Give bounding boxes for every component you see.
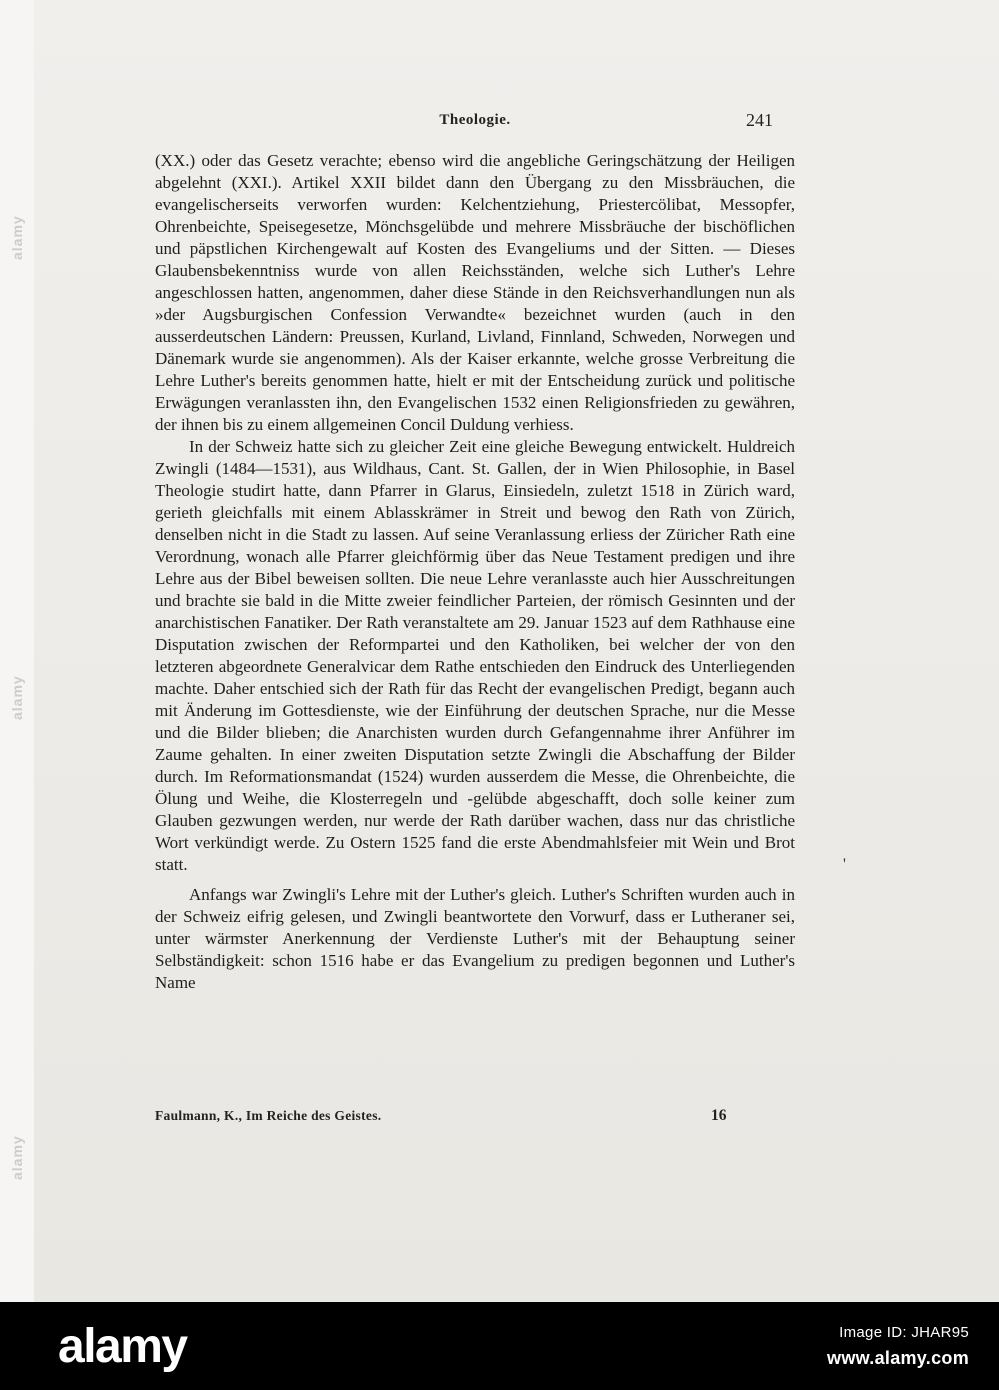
paragraph-2: In der Schweiz hatte sich zu gleicher Zeit eine gleiche Bewegung entwickelt. Huldreich Zwingli (1484—1531), aus Wildhaus, Cant. St. Gallen, der in Wien Philosophie, in Basel Theologie studirt hatte, dann Pfarrer in Glarus, Einsiedeln, zuletzt 1518 in Zürich ward, gerieth gleichfalls mit einem Ablasskrämer in Streit und bewog den Rath von Zürich, denselben nicht in die Stadt zu lassen. Auf seine Veranlassung erliess der Züricher Rath eine Verordnung, wonach alle Pfarrer gleichförmig über das Neue Testament predigen und ihre Lehre aus der Bibel beweisen sollten. Die neue Lehre veranlasste auch hier Ausschreitungen und brachte sie bald in die Mitte zweier feindlicher Parteien, der römisch Gesinnten und der anarchistischen Fanatiker. Der Rath veranstaltete am 29. Januar 1523 auf dem Rathhause eine Disputation zwischen der Reformpartei und den Katholiken, bei welcher der von den letzteren abgeordnete Generalvicar dem Rathe entschieden den Eindruck des Unterliegenden machte. Daher entschied sich der Rath für das Recht der evangelischen Predigt, begann auch mit Änderung im Gottesdienste, wie der Einführung der deutschen Sprache, nur die Messe und die Bilder blieben; die Anarchisten wurden durch Gefangennahme ihrer Anführer im Zaume gehalten. In einer zweiten Disputation setzte Zwingli die Abschaffung der Bilder durch. Im Reformationsmandat (1524) wurden ausserdem die Messe, die Ohrenbeichte, die Ölung und Weihe, die Klosterregeln und -gelübde abgeschafft, doch solle keiner zum Glauben gezwungen werden, nur werde der Rath darüber wachen, dass nur das christliche Wort verkündigt werde. Zu Ostern 1525 fand die erste Abendmahlsfeier mit Wein und Brot statt. xyxy=(155,437,795,874)
stray-print-mark: ' xyxy=(843,856,846,873)
footer-citation: Faulmann, K., Im Reiche des Geistes. xyxy=(155,1108,382,1123)
page-footer xyxy=(155,1108,795,1130)
alamy-bar-info xyxy=(827,1324,969,1369)
page-number: 241 xyxy=(746,110,773,130)
alamy-bar xyxy=(0,1302,999,1390)
page-header xyxy=(155,112,795,136)
alamy-watermark: alamy xyxy=(9,1135,25,1180)
body-text xyxy=(155,150,795,994)
watermark-strip xyxy=(0,0,34,1302)
alamy-watermark: alamy xyxy=(9,215,25,260)
image-id-label: Image ID: JHAR95 xyxy=(839,1323,969,1341)
footer-sheet-signature: 16 xyxy=(711,1107,727,1124)
paragraph-3: Anfangs war Zwingli's Lehre mit der Luther's gleich. Luther's Schriften wurden auch in der Schweiz eifrig gelesen, und Zwingli beantwortete den Vorwurf, dass er Lutheraner sei, unter wärmster Anerkennung der Verdienste Luther's mit der Behauptung seiner Selbständigkeit: schon 1516 habe er das Evangelium zu predigen begonnen und Luther's Name xyxy=(155,885,795,992)
alamy-url: www.alamy.com xyxy=(827,1347,969,1368)
running-title: Theologie. xyxy=(439,112,511,128)
alamy-logo: alamy xyxy=(58,1319,187,1373)
alamy-watermark: alamy xyxy=(9,675,25,720)
paragraph-1: (XX.) oder das Gesetz verachte; ebenso wird die angebliche Geringschätzung der Heiligen abgelehnt (XXI.). Artikel XXII bildet dann den Übergang zu den Missbräuchen, die evangelischerseits verworfen wurden: Kelchentziehung, Priestercölibat, Messopfer, Ohrenbeichte, Speisegesetze, Mönchsgelübde und mehrere Missbräuche der bischöflichen und päpstlichen Kirchengewalt auf Kosten des Evangeliums und der Sitten. — Dieses Glaubensbekenntniss wurde von allen Reichsständen, welche sich Luther's Lehre angeschlossen hatten, angenommen, daher diese Stände in den Reichsverhandlungen nun als »der Augsburgischen Confession Verwandte« bezeichnet wurden (auch in den ausserdeutschen Ländern: Preussen, Kurland, Livland, Finnland, Schweden, Norwegen und Dänemark wurde sie angenommen). Als der Kaiser erkannte, welche grosse Verbreitung die Lehre Luther's bereits genommen hatte, hielt er mit der Entscheidung zurück und politische Erwägungen veranlassten ihn, den Evangelischen 1532 einen Religionsfrieden zu gewähren, der ihnen bis zu einem allgemeinen Concil Duldung verhiess. xyxy=(155,151,795,434)
